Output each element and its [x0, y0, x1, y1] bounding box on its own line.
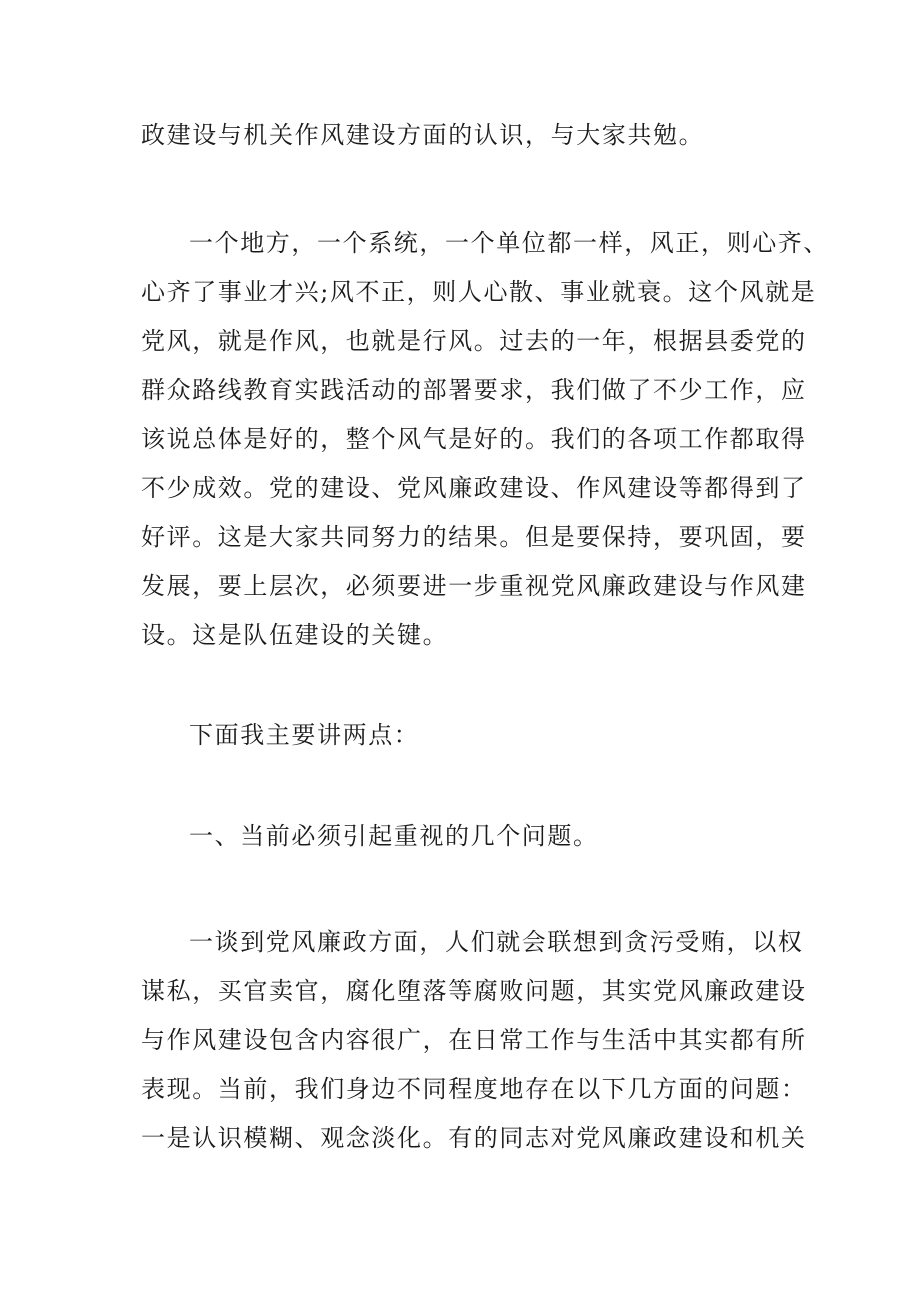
paragraph-work-style [141, 219, 829, 660]
text-line: 一个地方，一个系统，一个单位都一样，风正，则心齐、 [189, 229, 829, 257]
text-line: 好评。这是大家共同努力的结果。但是要保持，要巩固，要 [141, 523, 807, 551]
text-line: 表现。当前，我们身边不同程度地存在以下几方面的问题： [141, 1075, 807, 1103]
paragraph-intro-continuation [141, 111, 781, 160]
text-line: 不少成效。党的建设、党风廉政建设、作风建设等都得到了 [141, 474, 807, 502]
text-line: 谋私，买官卖官，腐化堕落等腐败问题，其实党风廉政建设 [141, 977, 807, 1005]
text-line: 党风，就是作风，也就是行风。过去的一年，根据县委党的 [141, 327, 807, 355]
text-line: 一、当前必须引起重视的几个问题。 [189, 822, 599, 850]
text-line: 设。这是队伍建设的关键。 [141, 621, 449, 649]
paragraph-integrity-issues [141, 918, 807, 1163]
text-line: 一谈到党风廉政方面，人们就会联想到贪污受贿，以权 [189, 928, 804, 956]
text-line: 与作风建设包含内容很广，在日常工作与生活中其实都有所 [141, 1026, 807, 1054]
text-line: 发展，要上层次，必须要进一步重视党风廉政建设与作风建 [141, 572, 807, 600]
paragraph-two-points-intro [141, 711, 781, 760]
text-line: 心齐了事业才兴;风不正，则人心散、事业就衰。这个风就是 [141, 278, 817, 306]
text-line: 下面我主要讲两点： [189, 721, 420, 749]
text-line: 一是认识模糊、观念淡化。有的同志对党风廉政建设和机关 [141, 1124, 807, 1152]
text-line: 政建设与机关作风建设方面的认识，与大家共勉。 [141, 121, 705, 149]
text-line: 该说总体是好的，整个风气是好的。我们的各项工作都取得 [141, 425, 807, 453]
text-line: 群众路线教育实践活动的部署要求，我们做了不少工作，应 [141, 376, 807, 404]
section-heading-problems [141, 812, 781, 861]
